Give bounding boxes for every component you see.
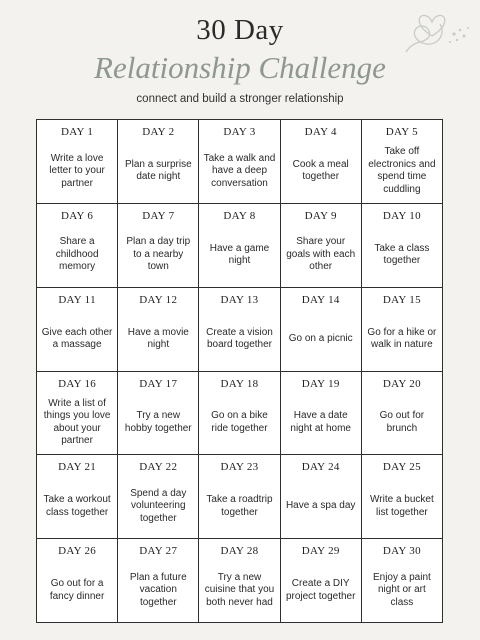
day-label: DAY 3 (223, 126, 256, 138)
day-cell (199, 539, 280, 623)
day-label: DAY 29 (301, 545, 340, 558)
day-label: DAY 1 (61, 126, 94, 138)
day-activity: Plan a surprise date night (124, 158, 192, 183)
day-activity: Have a spa day (285, 500, 356, 512)
day-activity: Have a movie night (127, 326, 189, 351)
day-cell (118, 204, 199, 288)
day-label: DAY 16 (58, 377, 97, 390)
day-activity: Go out for a fancy dinner (49, 578, 105, 602)
day-activity: Go for a hike or walk in nature (367, 326, 437, 351)
day-cell (362, 539, 443, 623)
day-cell (281, 539, 362, 623)
day-cell (281, 120, 362, 204)
day-activity: Have a date night at home (290, 410, 351, 434)
challenge-grid (36, 119, 443, 623)
day-cell (362, 455, 443, 539)
day-activity: Go out for brunch (379, 410, 425, 434)
day-cell (37, 372, 118, 456)
day-label: DAY 28 (220, 545, 259, 558)
day-cell (362, 372, 443, 456)
day-cell (37, 455, 118, 539)
day-cell (118, 120, 199, 204)
day-cell (118, 288, 199, 372)
page-subtitle: connect and build a stronger relationship (136, 93, 344, 105)
day-cell (37, 539, 118, 623)
day-cell (118, 455, 199, 539)
day-activity: Try a new hobby together (124, 410, 192, 434)
day-label: DAY 13 (220, 293, 259, 306)
day-activity: Take a roadtrip together (206, 494, 273, 518)
day-label: DAY 22 (139, 461, 178, 474)
day-cell (199, 372, 280, 456)
day-activity: Take a class together (374, 242, 430, 267)
day-label: DAY 6 (61, 209, 94, 222)
day-cell (362, 288, 443, 372)
day-cell (281, 455, 362, 539)
day-label: DAY 9 (304, 209, 337, 222)
day-cell (362, 204, 443, 288)
day-label: DAY 15 (382, 293, 421, 306)
day-activity: Create a vision board together (206, 326, 273, 351)
page-title: 30 Day (196, 14, 284, 46)
day-label: DAY 20 (382, 377, 421, 390)
day-activity: Take a walk and have a deep conversation (203, 152, 276, 189)
day-activity: Share your goals with each other (286, 236, 356, 273)
day-label: DAY 10 (382, 209, 421, 222)
day-cell (118, 372, 199, 456)
day-cell (37, 204, 118, 288)
day-cell (281, 288, 362, 372)
day-label: DAY 11 (58, 293, 96, 306)
day-activity: Write a love letter to your partner (49, 152, 105, 189)
day-activity: Spend a day volunteering together (130, 487, 187, 524)
day-label: DAY 14 (301, 293, 340, 306)
day-cell (199, 204, 280, 288)
day-label: DAY 17 (139, 377, 178, 390)
day-label: DAY 26 (58, 545, 97, 558)
day-cell (362, 120, 443, 204)
day-label: DAY 7 (142, 209, 175, 222)
day-cell (281, 204, 362, 288)
day-cell (37, 120, 118, 204)
day-label: DAY 4 (304, 126, 337, 138)
day-label: DAY 25 (382, 461, 421, 474)
day-activity: Take a workout class together (43, 494, 111, 518)
day-label: DAY 5 (385, 126, 418, 138)
day-label: DAY 19 (301, 377, 340, 390)
day-activity: Create a DIY project together (285, 578, 356, 602)
day-activity: Go on a bike ride together (211, 410, 268, 434)
day-cell (118, 539, 199, 623)
day-label: DAY 30 (382, 545, 421, 558)
day-activity: Have a game night (209, 242, 270, 267)
day-activity: Write a list of things you love about your partner (43, 397, 111, 447)
day-activity: Go on a picnic (288, 332, 353, 344)
day-label: DAY 21 (58, 461, 97, 474)
day-cell (199, 455, 280, 539)
day-label: DAY 24 (301, 461, 340, 474)
day-cell (199, 120, 280, 204)
day-activity: Take off electronics and spend time cuddling (368, 146, 436, 195)
day-activity: Share a childhood memory (55, 236, 99, 273)
day-activity: Try a new cuisine that you both never had (204, 571, 275, 608)
day-activity: Plan a day trip to a nearby town (126, 236, 191, 273)
day-activity: Cook a meal together (292, 158, 349, 183)
day-label: DAY 27 (139, 545, 178, 558)
day-cell (281, 372, 362, 456)
day-cell (199, 288, 280, 372)
day-activity: Plan a future vacation together (129, 571, 187, 608)
day-label: DAY 8 (223, 209, 256, 222)
day-activity: Give each other a massage (41, 326, 113, 351)
day-label: DAY 2 (142, 126, 175, 138)
day-label: DAY 18 (220, 377, 259, 390)
day-cell (37, 288, 118, 372)
day-label: DAY 12 (139, 293, 178, 306)
day-label: DAY 23 (220, 461, 259, 474)
page-title-script: Relationship Challenge (94, 50, 386, 85)
day-activity: Write a bucket list together (370, 494, 434, 518)
day-activity: Enjoy a paint night or art class (372, 571, 431, 608)
